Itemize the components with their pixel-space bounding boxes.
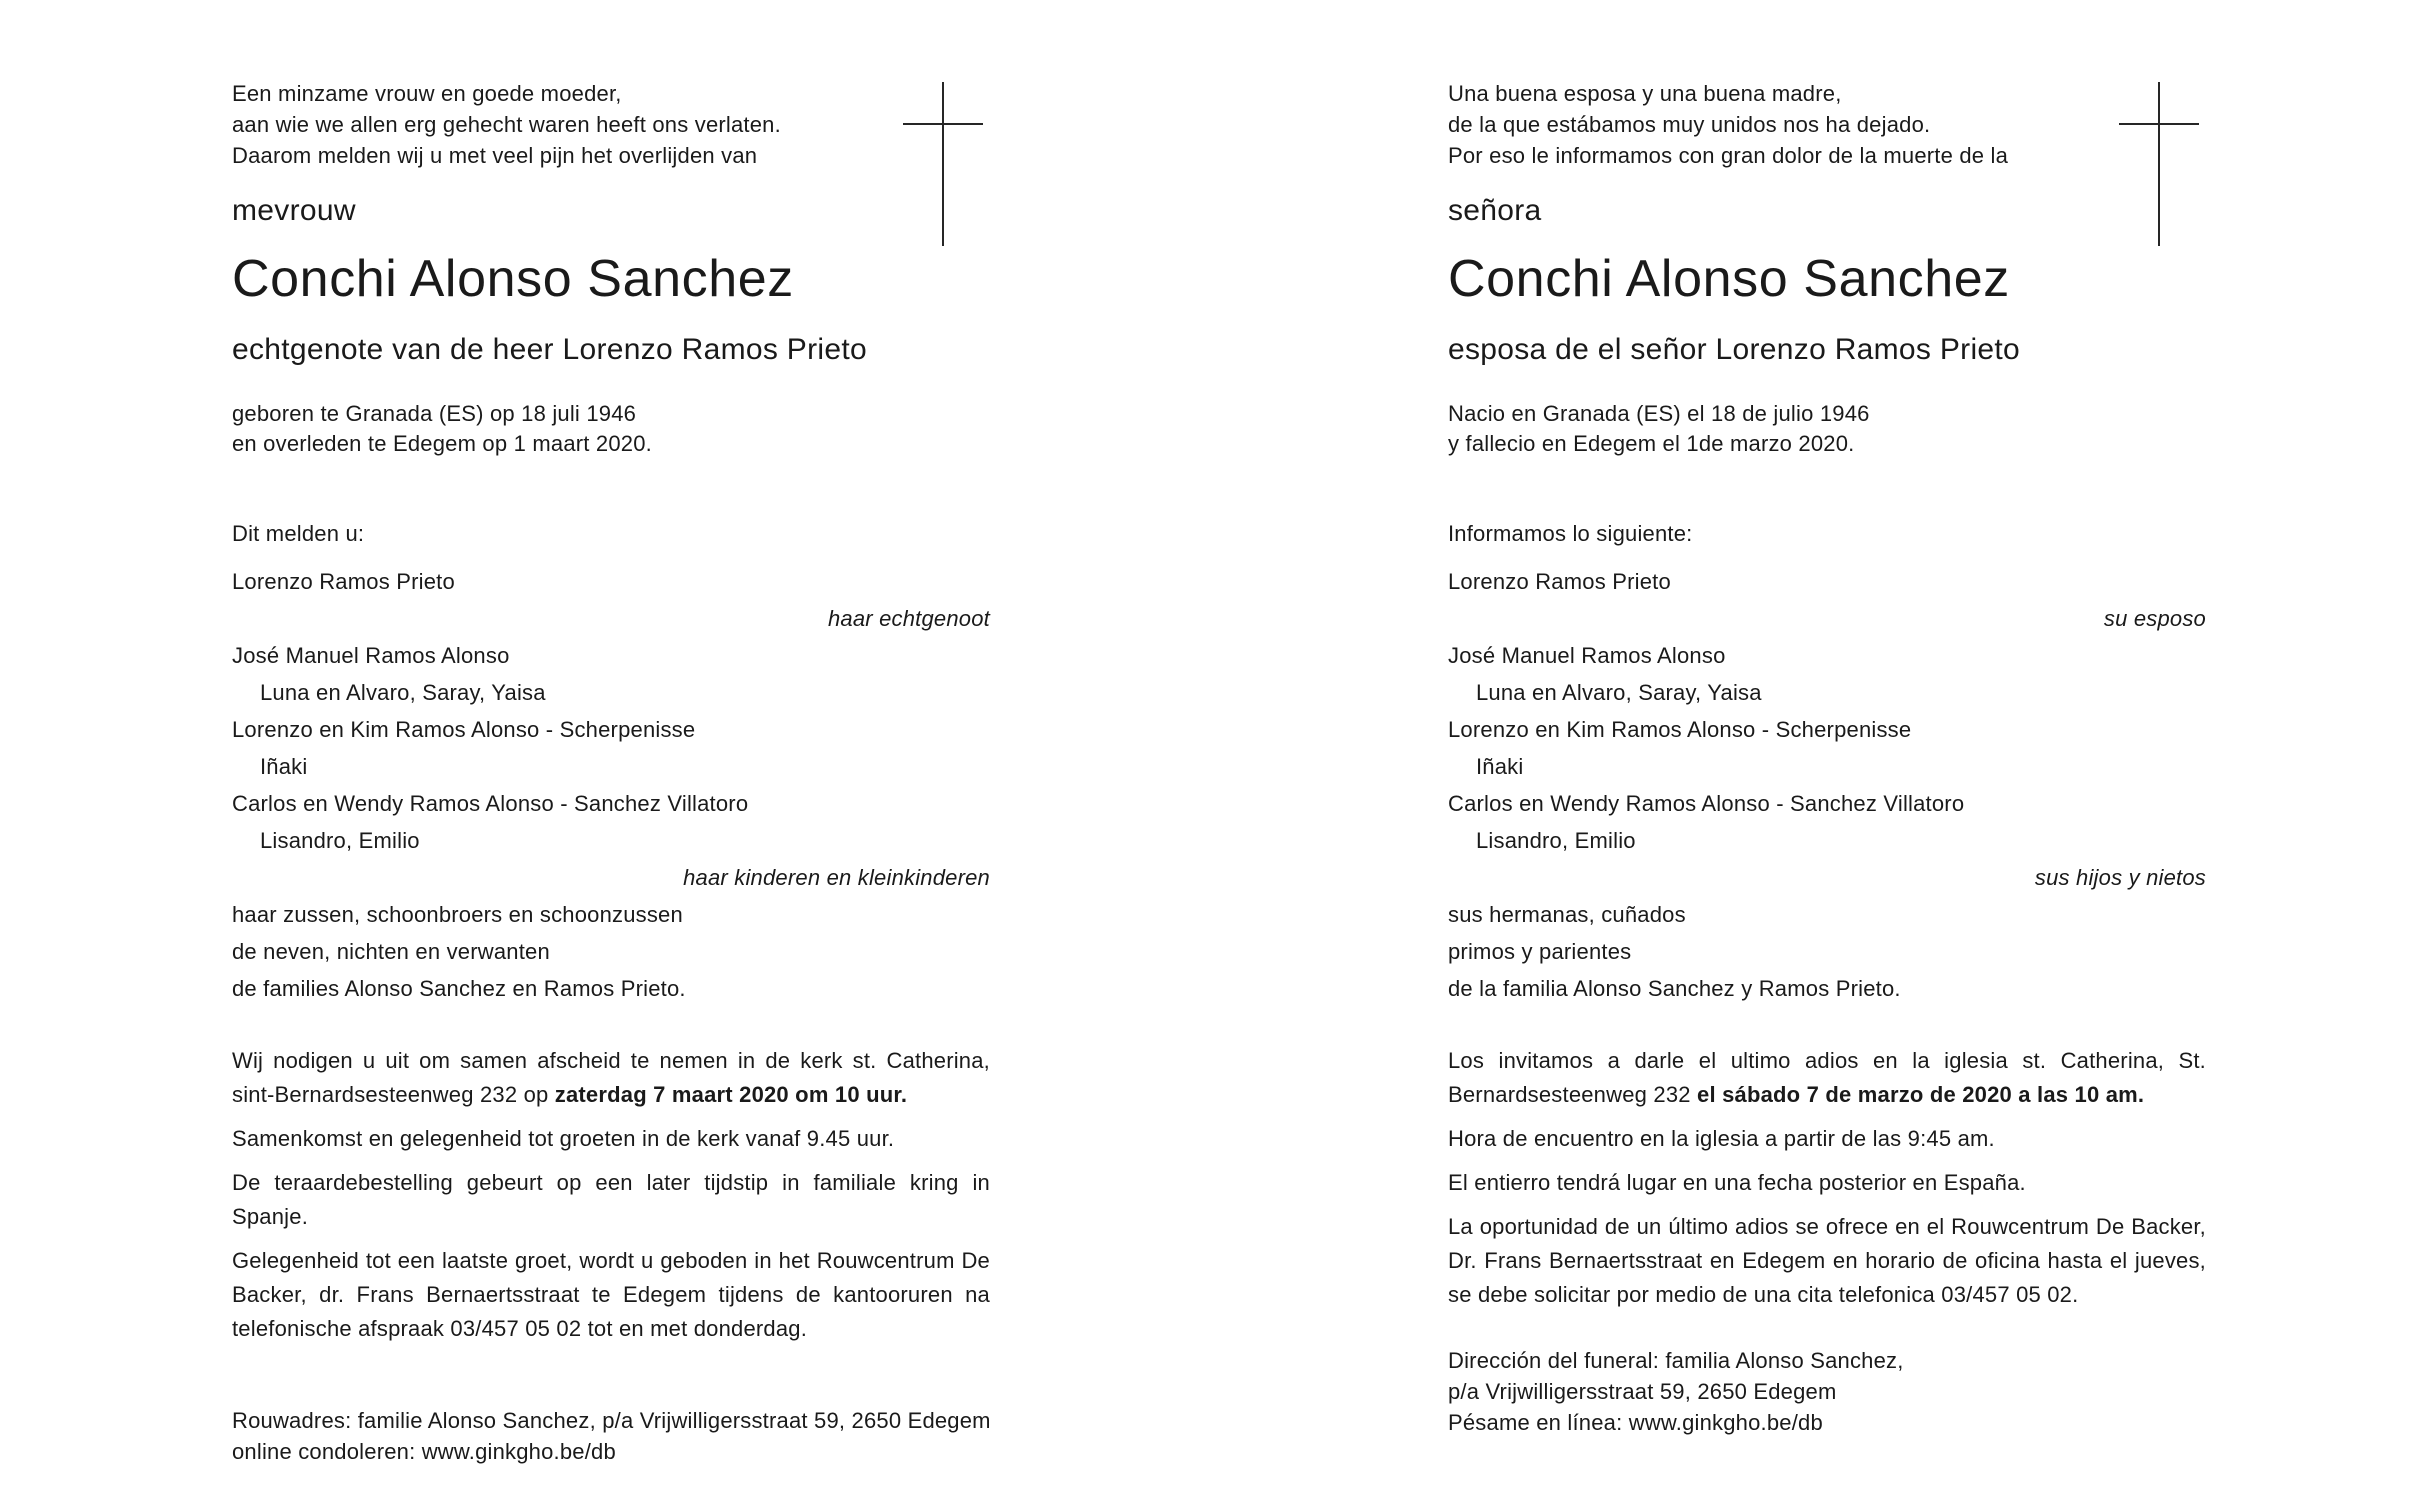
family-row-relatives: de neven, nichten en verwanten xyxy=(232,939,550,964)
viewing-paragraph: La oportunidad de un último adios se ofrece en el Rouwcentrum De Backer, Dr. Frans Bernaertsstraat en Edegem en horario de oficina hasta el jueves, se debe solicitar por medio de una cita telefonica 03/457 05 02. xyxy=(1448,1214,2206,1307)
intro-verse xyxy=(232,78,990,171)
intro-line: Een minzame vrouw en goede moeder, xyxy=(232,81,622,106)
cross-icon xyxy=(903,82,983,246)
birth-line: Nacio en Granada (ES) el 18 de julio 1946 xyxy=(1448,401,1870,426)
family-row-relatives: de la familia Alonso Sanchez y Ramos Prieto. xyxy=(1448,976,1901,1001)
family-list xyxy=(1448,569,2206,1002)
family-row-child: Lorenzo en Kim Ramos Alonso - Scherpenisse xyxy=(232,717,696,742)
family-row-spouse: Lorenzo Ramos Prieto xyxy=(232,569,455,594)
family-row-grandchildren: Iñaki xyxy=(260,754,308,779)
family-row-child: Carlos en Wendy Ramos Alonso - Sanchez Villatoro xyxy=(1448,791,1965,816)
cross-horizontal-bar xyxy=(903,123,983,125)
family-side-label-children: sus hijos y nietos xyxy=(2034,865,2206,890)
intro-line: aan wie we allen erg gehecht waren heeft ons verlaten. xyxy=(232,112,781,137)
column-spanish xyxy=(1448,78,2206,1438)
announcement-paragraphs xyxy=(232,1044,990,1346)
birth-line: geboren te Granada (ES) op 18 juli 1946 xyxy=(232,401,637,426)
family-row-grandchildren: Iñaki xyxy=(1476,754,1524,779)
family-row-relatives: primos y parientes xyxy=(1448,939,1632,964)
family-row-child: José Manuel Ramos Alonso xyxy=(232,643,510,668)
condolence-url-line: online condoleren: www.ginkgho.be/db xyxy=(232,1439,616,1464)
family-row-child: José Manuel Ramos Alonso xyxy=(1448,643,1726,668)
family-row-grandchildren: Luna en Alvaro, Saray, Yaisa xyxy=(1476,680,1762,705)
intro-verse xyxy=(1448,78,2206,171)
family-row-relatives: sus hermanas, cuñados xyxy=(1448,902,1686,927)
address-block xyxy=(232,1405,990,1467)
gathering-paragraph: Hora de encuentro en la iglesia a partir de las 9:45 am. xyxy=(1448,1126,1995,1151)
family-side-label-spouse: su esposo xyxy=(2103,606,2206,631)
intro-line: Una buena esposa y una buena madre, xyxy=(1448,81,1842,106)
mourning-address-line: Dirección del funeral: familia Alonso Sanchez, xyxy=(1448,1348,1904,1373)
intro-line: Por eso le informamos con gran dolor de la muerte de la xyxy=(1448,143,2009,168)
role-label: señora xyxy=(1448,194,1542,227)
burial-paragraph: De teraardebestelling gebeurt op een later tijdstip in familiale kring in Spanje. xyxy=(232,1170,990,1229)
intro-line: de la que estábamos muy unidos nos ha dejado. xyxy=(1448,112,1931,137)
family-list xyxy=(232,569,990,1002)
deceased-name: Conchi Alonso Sanchez xyxy=(1448,250,2010,308)
mourning-address-line: p/a Vrijwilligersstraat 59, 2650 Edegem xyxy=(1448,1379,1837,1404)
vitals xyxy=(1448,399,2206,459)
burial-paragraph: El entierro tendrá lugar en una fecha posterior en España. xyxy=(1448,1170,2026,1195)
family-row-relatives: de families Alonso Sanchez en Ramos Prieto. xyxy=(232,976,686,1001)
family-row-grandchildren: Lisandro, Emilio xyxy=(1476,828,1636,853)
vitals xyxy=(232,399,990,459)
role-label: mevrouw xyxy=(232,194,356,227)
service-datetime: zaterdag 7 maart 2020 om 10 uur. xyxy=(554,1082,908,1107)
family-side-label-children: haar kinderen en kleinkinderen xyxy=(683,865,990,890)
family-row-child: Carlos en Wendy Ramos Alonso - Sanchez Villatoro xyxy=(232,791,749,816)
service-datetime: el sábado 7 de marzo de 2020 a las 10 am. xyxy=(1697,1082,2145,1107)
death-line: y fallecio en Edegem el 1de marzo 2020. xyxy=(1448,431,1855,456)
service-text: Wij nodigen u uit om samen afscheid te nemen in de kerk st. Catherina, sint-Bernardsesteenweg 232 op xyxy=(232,1048,990,1107)
family-row-child: Lorenzo en Kim Ramos Alonso - Scherpenisse xyxy=(1448,717,1912,742)
family-side-label-spouse: haar echtgenoot xyxy=(827,606,990,631)
service-paragraph xyxy=(232,1044,990,1112)
mourning-address-line: Rouwadres: familie Alonso Sanchez, p/a Vrijwilligersstraat 59, 2650 Edegem xyxy=(232,1408,991,1433)
announce-line: Dit melden u: xyxy=(232,521,365,546)
service-paragraph xyxy=(1448,1044,2206,1112)
address-block xyxy=(1448,1345,2206,1438)
cross-vertical-bar xyxy=(2158,82,2160,246)
relation-line: echtgenote van de heer Lorenzo Ramos Prieto xyxy=(232,333,867,366)
service-text: Los invitamos a darle el ultimo adios en la iglesia st. Catherina, St. Bernardsesteenweg 232 xyxy=(1448,1048,2206,1107)
family-row-grandchildren: Lisandro, Emilio xyxy=(260,828,420,853)
deceased-name: Conchi Alonso Sanchez xyxy=(232,250,794,308)
family-row-relatives: haar zussen, schoonbroers en schoonzussen xyxy=(232,902,683,927)
cross-icon xyxy=(2119,82,2199,246)
condolence-url-line: Pésame en línea: www.ginkgho.be/db xyxy=(1448,1410,1823,1435)
announce-line: Informamos lo siguiente: xyxy=(1448,521,1693,546)
cross-vertical-bar xyxy=(942,82,944,246)
relation-line: esposa de el señor Lorenzo Ramos Prieto xyxy=(1448,333,2021,366)
gathering-paragraph: Samenkomst en gelegenheid tot groeten in de kerk vanaf 9.45 uur. xyxy=(232,1126,895,1151)
intro-line: Daarom melden wij u met veel pijn het overlijden van xyxy=(232,143,758,168)
family-row-spouse: Lorenzo Ramos Prieto xyxy=(1448,569,1671,594)
column-dutch xyxy=(232,78,990,1467)
viewing-paragraph: Gelegenheid tot een laatste groet, wordt u geboden in het Rouwcentrum De Backer, dr. Frans Bernaertsstraat te Edegem tijdens de kantooruren na telefonische afspraak 03/457 05 02 tot en met donderdag. xyxy=(232,1248,990,1341)
cross-horizontal-bar xyxy=(2119,123,2199,125)
family-row-grandchildren: Luna en Alvaro, Saray, Yaisa xyxy=(260,680,546,705)
announcement-paragraphs xyxy=(1448,1044,2206,1312)
death-line: en overleden te Edegem op 1 maart 2020. xyxy=(232,431,652,456)
